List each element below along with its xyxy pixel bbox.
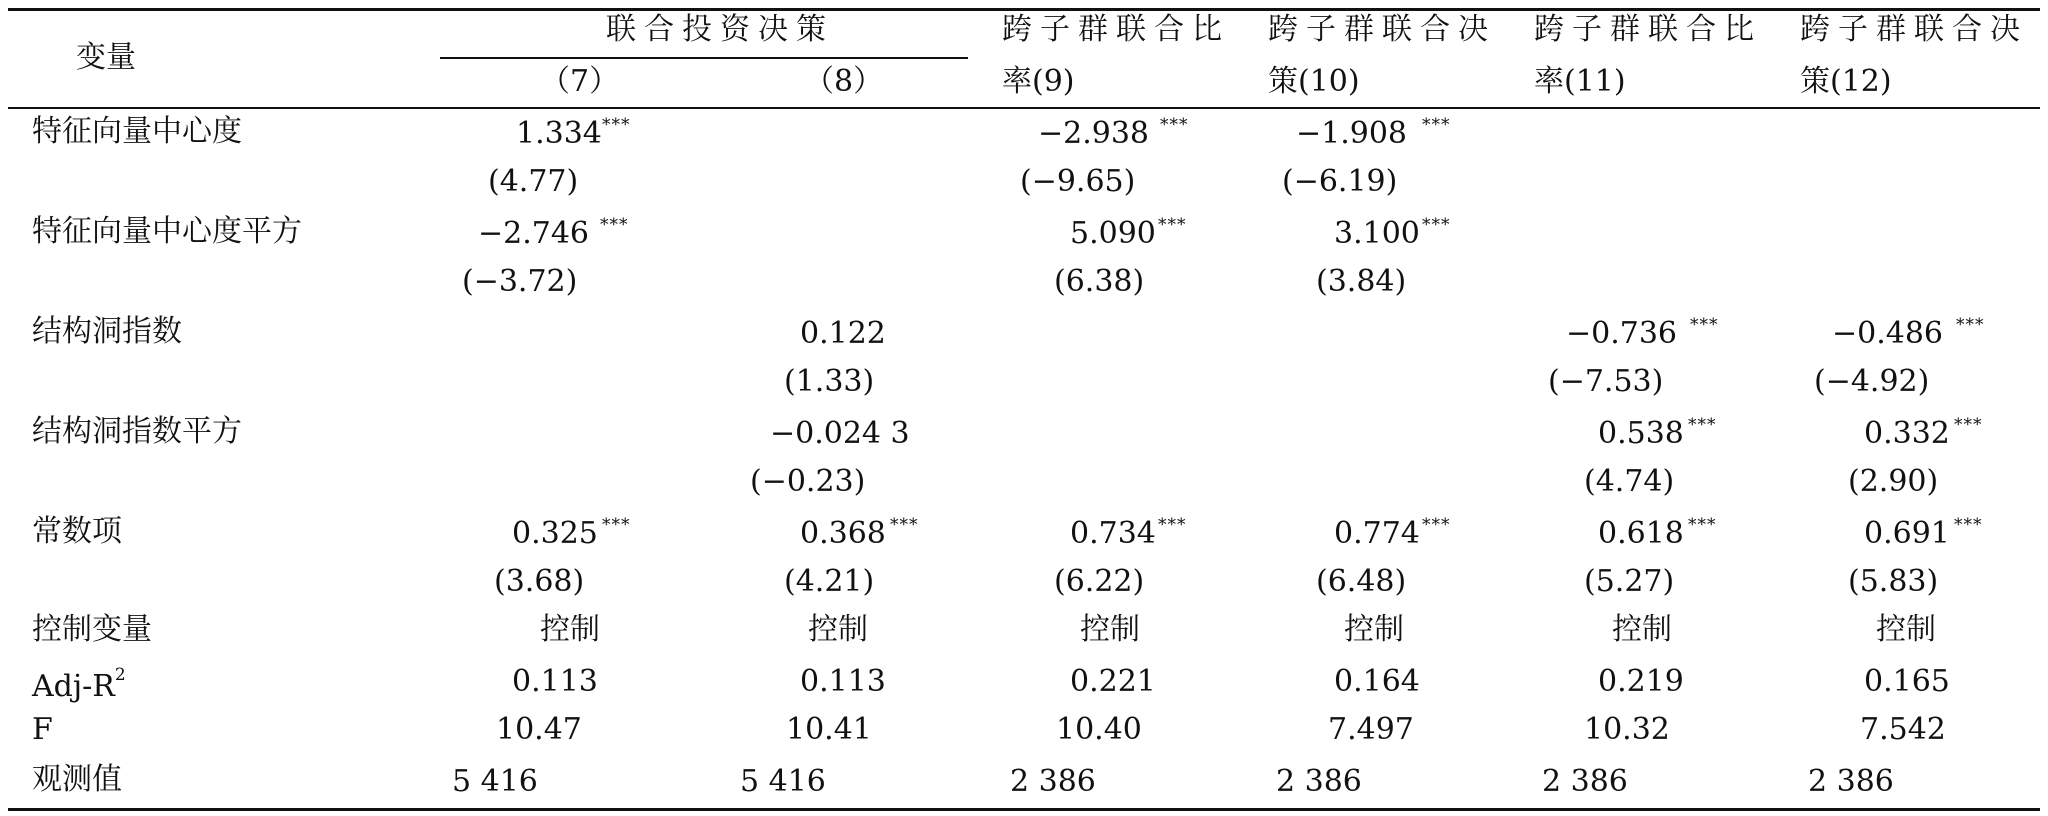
header-rule (8, 107, 2040, 109)
cell-hole-sq-c8-t: (−0.23) (750, 464, 866, 499)
row-label-adjr2: Adj-$R^2$ (32, 665, 126, 704)
cell-eigen-sq-c10: 3.100 *** (1334, 215, 1451, 251)
cell-obs-c10: 2 386 (1276, 764, 1362, 799)
header-col11-line2: 率(11) (1534, 64, 1626, 99)
row-label-hole: 结构洞指数 (32, 314, 182, 349)
cell-hole-c8: 0.122 (800, 316, 886, 351)
cell-obs-c9: 2 386 (1010, 764, 1096, 799)
cell-hole-c11-t: (−7.53) (1548, 364, 1664, 399)
cell-obs-c8: 5 416 (740, 764, 826, 799)
cell-f-c9: 10.40 (1056, 712, 1142, 747)
header-col11-line1: 跨子群联合比 (1534, 12, 1762, 47)
cell-const-c10-t: (6.48) (1316, 564, 1407, 599)
cell-adjr2-c9: 0.221 (1070, 664, 1156, 699)
cell-control-c7: 控制 (540, 612, 600, 647)
cell-adjr2-c8: 0.113 (800, 664, 886, 699)
cell-adjr2-c10: 0.164 (1334, 664, 1420, 699)
cell-hole-c11: −0.736 *** (1566, 315, 1719, 351)
cell-f-c10: 7.497 (1328, 712, 1414, 747)
cell-eigen-sq-c9: 5.090 *** (1070, 215, 1187, 251)
cell-const-c8-t: (4.21) (784, 564, 875, 599)
cell-f-c12: 7.542 (1860, 712, 1946, 747)
row-label-obs: 观测值 (32, 762, 122, 797)
top-rule (8, 8, 2040, 11)
cell-obs-c11: 2 386 (1542, 764, 1628, 799)
bottom-rule (8, 808, 2040, 811)
cell-const-c9-t: (6.22) (1054, 564, 1145, 599)
row-label-f: F (32, 712, 53, 747)
header-col12-line2: 策(12) (1800, 64, 1892, 99)
cell-f-c7: 10.47 (496, 712, 582, 747)
cell-const-c7-t: (3.68) (494, 564, 585, 599)
cell-const-c12: 0.691 *** (1864, 515, 1983, 551)
cell-hole-sq-c12-t: (2.90) (1848, 464, 1939, 499)
header-col10-line1: 跨子群联合决 (1268, 12, 1496, 47)
cell-control-c10: 控制 (1344, 612, 1404, 647)
cell-eigen-sq-c9-t: (6.38) (1054, 264, 1145, 299)
cell-adjr2-c7: 0.113 (512, 664, 598, 699)
cell-eigen-c7: 1.334 *** (516, 115, 631, 151)
cell-adjr2-c11: 0.219 (1598, 664, 1684, 699)
row-label-eigen: 特征向量中心度 (32, 114, 242, 149)
cell-hole-sq-c11-t: (4.74) (1584, 464, 1675, 499)
cell-const-c11-t: (5.27) (1584, 564, 1675, 599)
cell-eigen-c7-t: (4.77) (488, 164, 579, 199)
cell-control-c8: 控制 (808, 612, 868, 647)
header-col12-line1: 跨子群联合决 (1800, 12, 2028, 47)
cell-obs-c7: 5 416 (452, 764, 538, 799)
cell-const-c10: 0.774 *** (1334, 515, 1451, 551)
cell-hole-c12-t: (−4.92) (1814, 364, 1930, 399)
cell-eigen-c9-t: (−9.65) (1020, 164, 1136, 199)
cell-eigen-sq-c10-t: (3.84) (1316, 264, 1407, 299)
cell-const-c9: 0.734 *** (1070, 515, 1187, 551)
cell-control-c11: 控制 (1612, 612, 1672, 647)
row-label-const: 常数项 (32, 514, 122, 549)
cell-control-c9: 控制 (1080, 612, 1140, 647)
row-label-hole-sq: 结构洞指数平方 (32, 414, 242, 449)
group-rule (440, 57, 968, 59)
cell-eigen-c10-t: (−6.19) (1282, 164, 1398, 199)
cell-f-c8: 10.41 (786, 712, 872, 747)
cell-eigen-c9: −2.938 *** (1038, 115, 1189, 151)
header-group: 联合投资决策 (606, 12, 834, 47)
header-col8: （8） (804, 64, 884, 99)
cell-const-c7: 0.325 *** (512, 515, 631, 551)
cell-adjr2-c12: 0.165 (1864, 664, 1950, 699)
cell-obs-c12: 2 386 (1808, 764, 1894, 799)
cell-eigen-sq-c7: −2.746 *** (478, 215, 629, 251)
row-label-eigen-sq: 特征向量中心度平方 (32, 214, 302, 249)
cell-hole-sq-c8: −0.024 3 (770, 416, 910, 451)
header-col10-line2: 策(10) (1268, 64, 1360, 99)
cell-hole-c8-t: (1.33) (784, 364, 875, 399)
cell-hole-sq-c11: 0.538 *** (1598, 415, 1717, 451)
cell-const-c11: 0.618 *** (1598, 515, 1717, 551)
header-variable: 变量 (76, 40, 136, 75)
row-label-control: 控制变量 (32, 612, 152, 647)
header-col9-line1: 跨子群联合比 (1002, 12, 1230, 47)
cell-eigen-sq-c7-t: (−3.72) (462, 264, 578, 299)
cell-hole-c12: −0.486 *** (1832, 315, 1985, 351)
cell-hole-sq-c12: 0.332 *** (1864, 415, 1983, 451)
cell-eigen-c10: −1.908 *** (1296, 115, 1451, 151)
cell-control-c12: 控制 (1876, 612, 1936, 647)
cell-const-c8: 0.368 *** (800, 515, 919, 551)
header-col7: （7） (540, 64, 620, 99)
header-col9-line2: 率(9) (1002, 64, 1075, 99)
cell-f-c11: 10.32 (1584, 712, 1670, 747)
cell-const-c12-t: (5.83) (1848, 564, 1939, 599)
